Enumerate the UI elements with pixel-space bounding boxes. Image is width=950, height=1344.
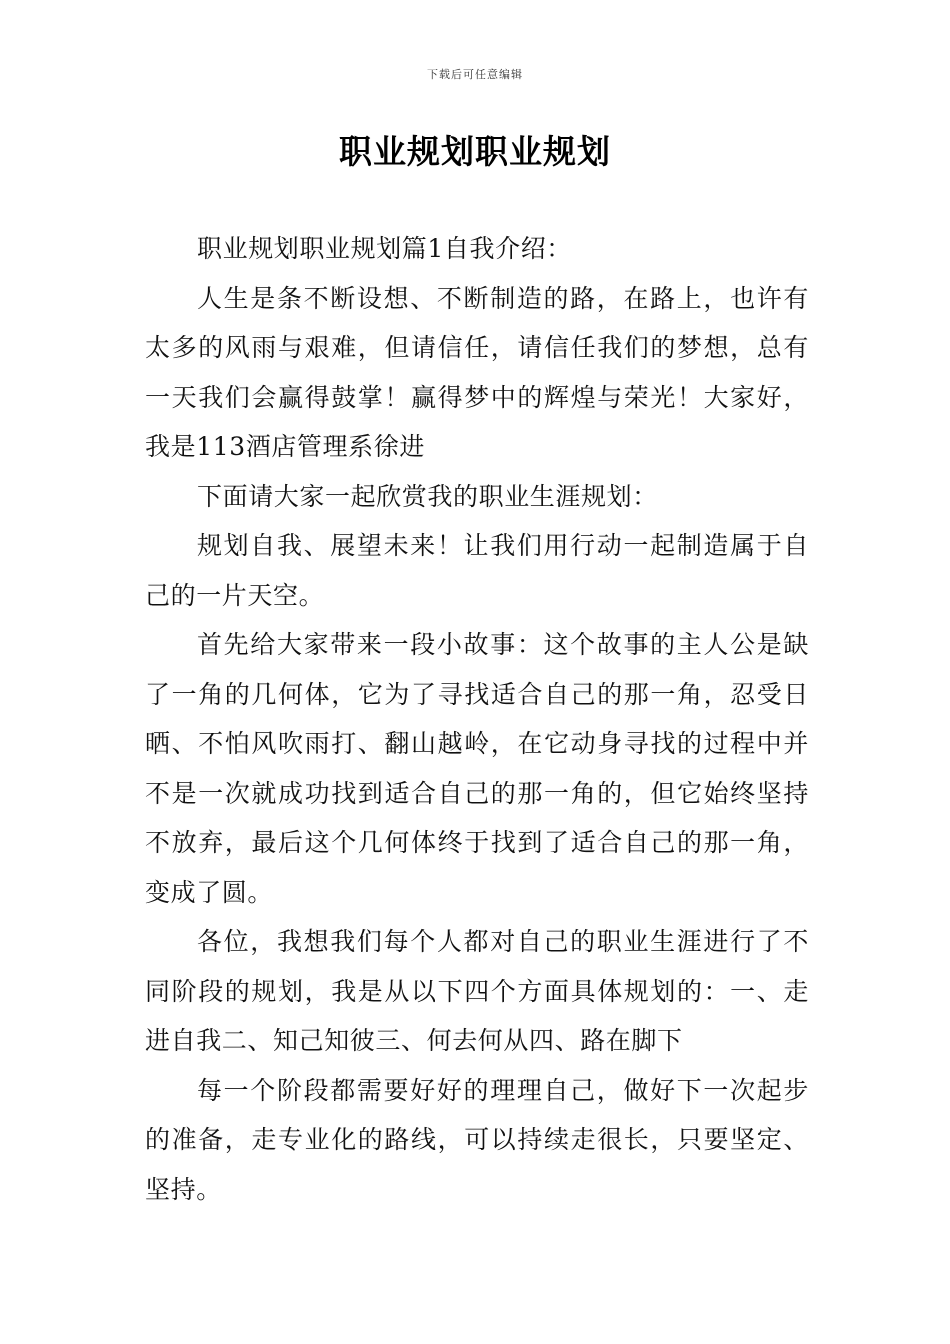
paragraph: 人生是条不断设想、不断制造的路，在路上，也许有太多的风雨与艰难，但请信任，请信任我们的梦想，总有一天我们会赢得鼓掌！赢得梦中的辉煌与荣光！大家好，我是113酒店管理系徐进	[145, 283, 809, 461]
paragraph: 各位，我想我们每个人都对自己的职业生涯进行了不同阶段的规划，我是从以下四个方面具体规划的：一、走进自我二、知己知彼三、何去何从四、路在脚下	[145, 927, 809, 1055]
paragraph: 规划自我、展望未来！让我们用行动一起制造属于自己的一片天空。	[145, 531, 809, 610]
document-title: 职业规划职业规划	[339, 132, 611, 171]
paragraph: 首先给大家带来一段小故事：这个故事的主人公是缺了一角的几何体，它为了寻找适合自己的那一角，忍受日晒、不怕风吹雨打、翻山越岭，在它动身寻找的过程中并不是一次就成功找到适合自己的那一角的，但它始终坚持不放弃，最后这个几何体终于找到了适合自己的那一角，变成了圆。	[145, 630, 809, 907]
paragraph: 每一个阶段都需要好好的理理自己，做好下一次起步的准备，走专业化的路线，可以持续走很长，只要坚定、坚持。	[145, 1075, 809, 1204]
paragraph: 职业规划职业规划篇1自我介绍：	[197, 234, 572, 263]
document-body	[145, 224, 809, 1214]
paragraph: 下面请大家一起欣赏我的职业生涯规划：	[197, 481, 658, 511]
header-note: 下载后可任意编辑	[427, 68, 523, 81]
